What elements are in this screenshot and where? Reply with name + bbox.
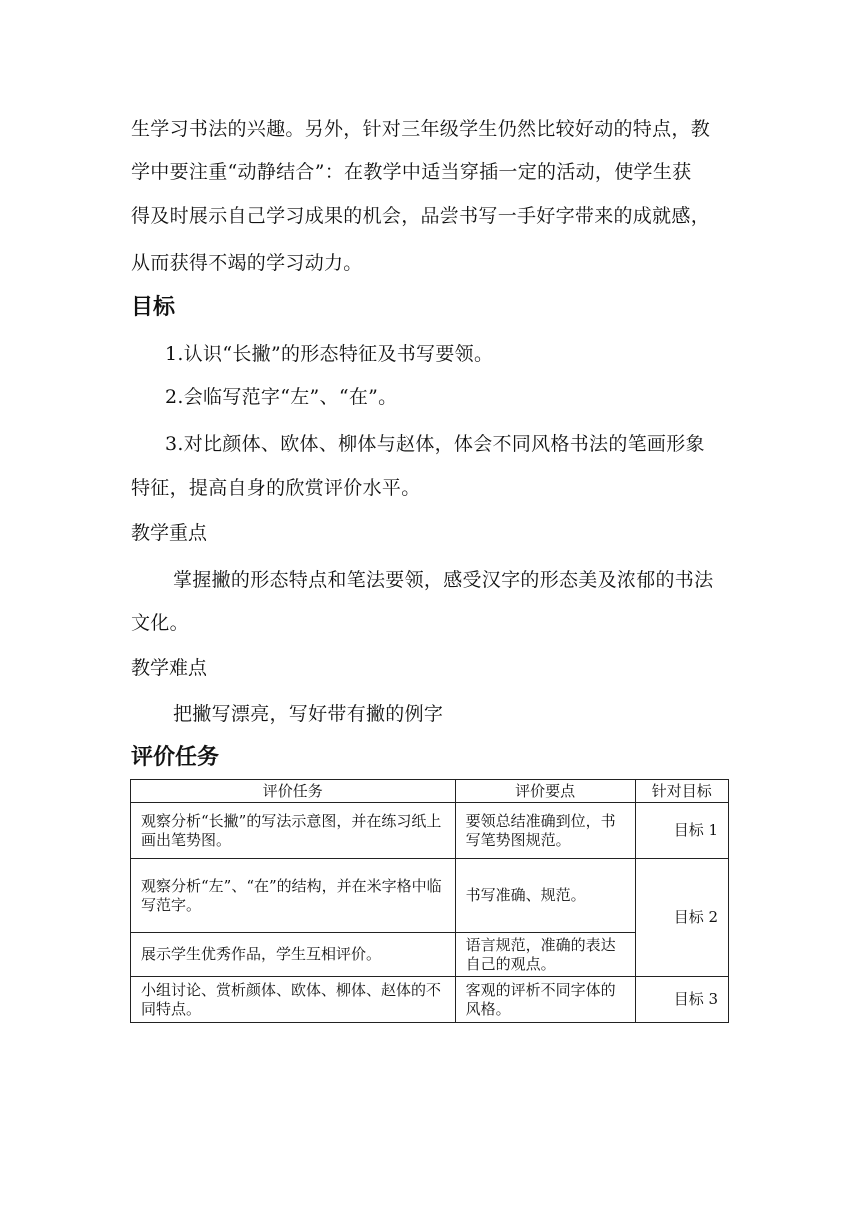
goal-item-3-line-1: 3.对比颜体、欧体、柳体与赵体，体会不同风格书法的笔画形象	[165, 433, 705, 455]
key-points-line-2: 文化。	[131, 612, 189, 634]
goal-item-3-line-2: 特征，提高自身的欣赏评价水平。	[131, 477, 421, 499]
intro-line-3: 得及时展示自己学习成果的机会，品尝书写一手好字带来的成就感，	[131, 205, 711, 227]
header-point: 评价要点	[455, 780, 635, 803]
table-row	[131, 803, 729, 859]
header-goal: 针对目标	[635, 780, 728, 803]
goal-cell: 目标 3	[635, 977, 728, 1023]
task-cell: 观察分析“长撇”的写法示意图，并在练习纸上画出笔势图。	[131, 803, 456, 859]
task-cell: 小组讨论、赏析颜体、欧体、柳体、赵体的不同特点。	[131, 977, 456, 1023]
point-cell: 客观的评析不同字体的风格。	[455, 977, 635, 1023]
evaluation-table	[130, 779, 729, 1023]
goal-cell: 目标 1	[635, 803, 728, 859]
goal-item-1: 1.认识“长撇”的形态特征及书写要领。	[165, 343, 494, 365]
point-cell: 书写准确、规范。	[455, 859, 635, 933]
evaluation-heading: 评价任务	[131, 745, 220, 770]
difficulties-text: 把撇写漂亮，写好带有撇的例字	[173, 703, 444, 725]
table-row	[131, 859, 729, 933]
goals-heading: 目标	[131, 295, 176, 320]
difficulties-heading: 教学难点	[131, 657, 208, 679]
key-points-line-1: 掌握撇的形态特点和笔法要领，感受汉字的形态美及浓郁的书法	[173, 569, 714, 591]
table-row	[131, 977, 729, 1023]
task-cell: 观察分析“左”、“在”的结构，并在米字格中临写范字。	[131, 859, 456, 933]
intro-line-1: 生学习书法的兴趣。另外，针对三年级学生仍然比较好动的特点，教	[131, 118, 711, 140]
intro-line-4: 从而获得不竭的学习动力。	[131, 252, 363, 274]
point-cell: 要领总结准确到位，书写笔势图规范。	[455, 803, 635, 859]
goal-item-2: 2.会临写范字“左”、“在”。	[165, 386, 398, 408]
key-points-heading: 教学重点	[131, 522, 208, 544]
goal-cell: 目标 2	[635, 859, 728, 977]
point-cell: 语言规范，准确的表达自己的观点。	[455, 933, 635, 977]
task-cell: 展示学生优秀作品，学生互相评价。	[131, 933, 456, 977]
table-header-row	[131, 780, 729, 803]
intro-line-2: 学中要注重“动静结合”：在教学中适当穿插一定的活动，使学生获	[131, 161, 692, 183]
header-task: 评价任务	[131, 780, 456, 803]
